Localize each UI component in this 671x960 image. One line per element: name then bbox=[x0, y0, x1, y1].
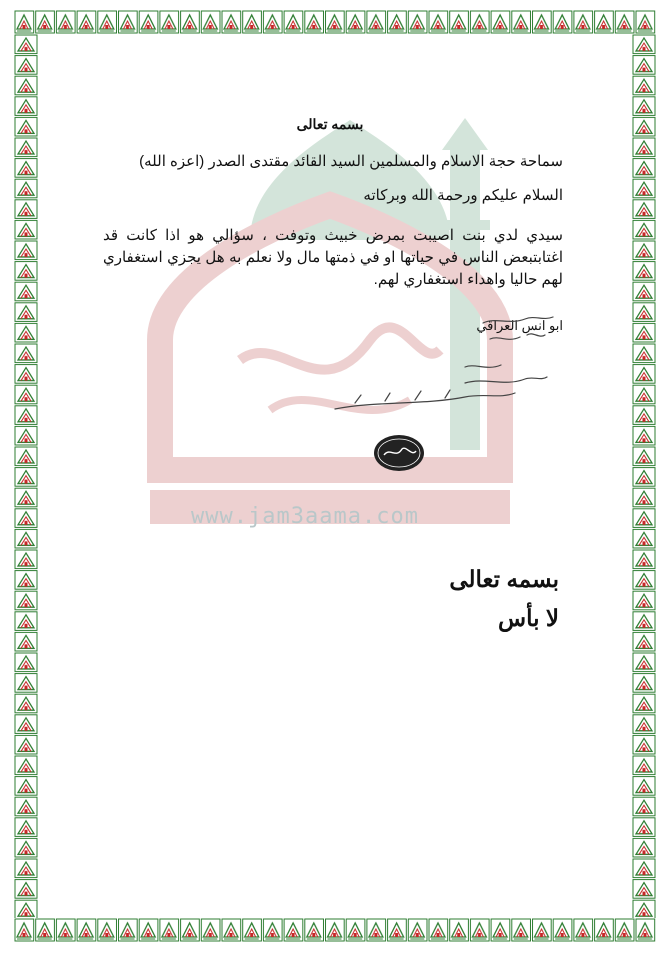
decorative-border-right bbox=[632, 34, 656, 918]
answer-text: لا بأس bbox=[498, 605, 559, 631]
letter-body: سيدي لدي بنت اصيبت بمرض خبيث وتوفت ، سؤالي هو اذا كانت قد اغتابتبعض الناس في حياتها او في ذمتها مال ولا نعلم به هل يجزي استغفاري لهم حاليا واهداء استغفاري لهم. bbox=[103, 227, 563, 288]
answer-heading: بسمه تعالى bbox=[449, 566, 559, 592]
handwritten-annotation bbox=[315, 305, 565, 420]
letter-heading: بسمه تعالى bbox=[296, 116, 364, 132]
decorative-border-bottom bbox=[14, 918, 656, 942]
watermark-url: www.jam3aama.com bbox=[191, 504, 419, 529]
decorative-border-top bbox=[14, 10, 656, 34]
seal-stamp bbox=[372, 433, 426, 473]
decorative-border-left bbox=[14, 34, 38, 918]
letter-greeting: السلام عليكم ورحمة الله وبركاته bbox=[363, 187, 563, 204]
letter-addressee: سماحة حجة الاسلام والمسلمين السيد القائد مقتدى الصدر (اعزه الله) bbox=[139, 153, 563, 170]
letter-signature: ابو انس العراقي bbox=[476, 318, 563, 333]
